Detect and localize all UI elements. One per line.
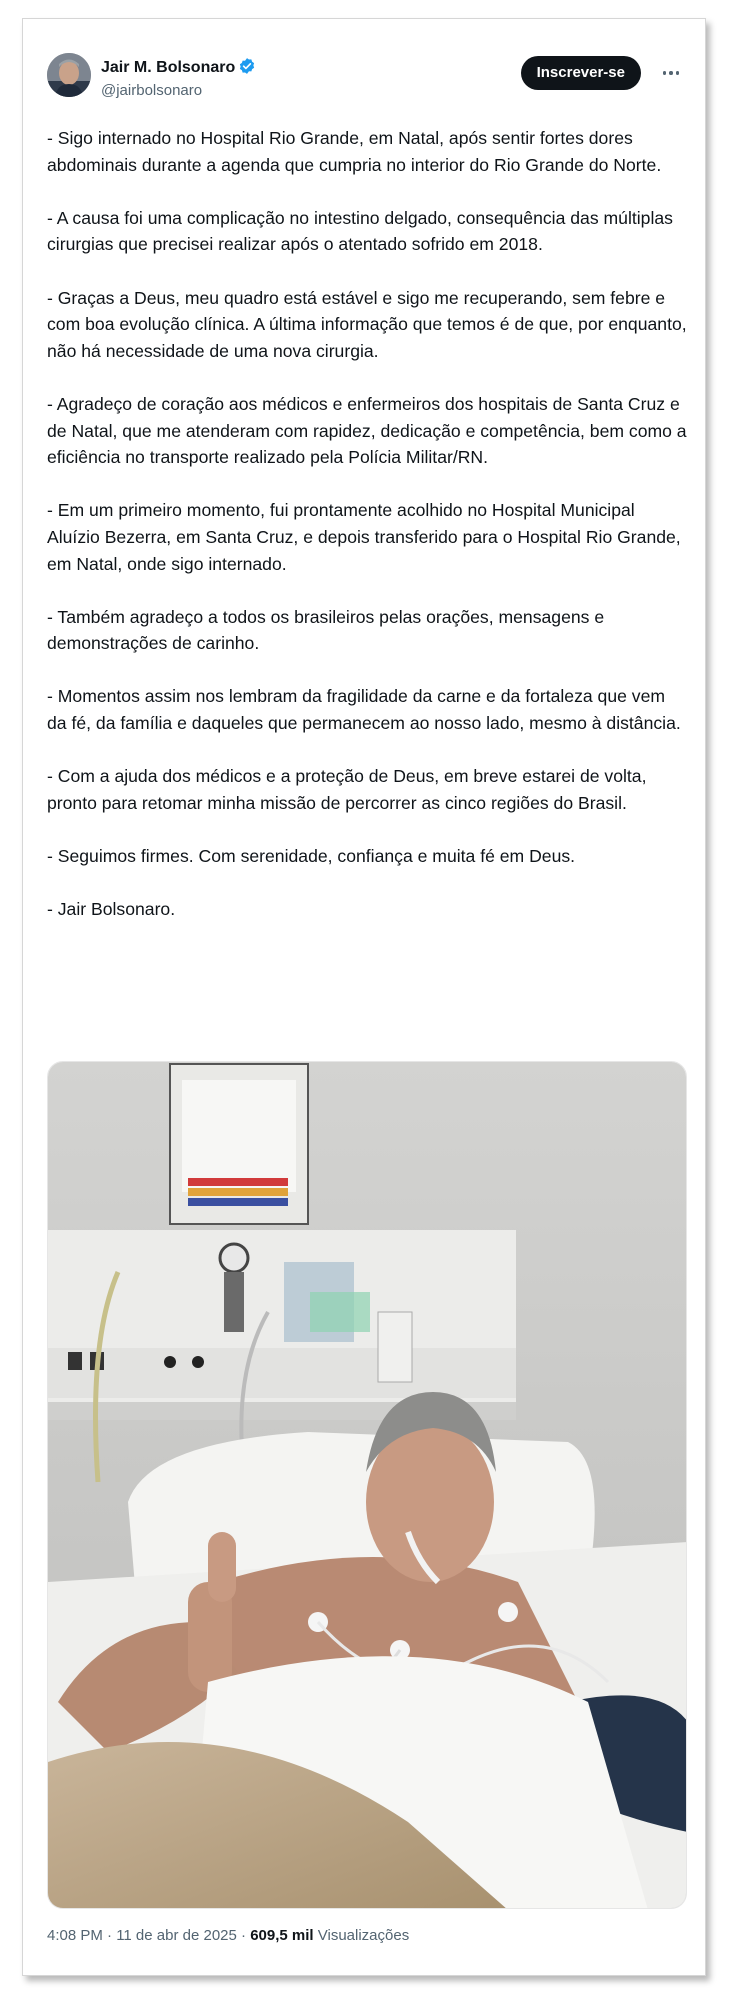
verified-badge-icon <box>238 57 256 80</box>
avatar-image <box>47 53 91 97</box>
hospital-photo-image <box>48 1062 687 1909</box>
post-photo[interactable] <box>47 1061 687 1909</box>
subscribe-button[interactable]: Inscrever-se <box>521 56 641 90</box>
views-label: Visualizações <box>317 1927 410 1944</box>
more-options-icon[interactable] <box>659 61 683 85</box>
avatar[interactable] <box>47 53 91 97</box>
post-timestamp[interactable]: 4:08 PM · 11 de abr de 2025 <box>47 1927 237 1944</box>
post-header <box>47 53 685 109</box>
views-count[interactable]: 609,5 mil <box>250 1927 314 1944</box>
author-display-name[interactable]: Jair M. Bolsonaro <box>101 59 236 76</box>
post-text: - Sigo internado no Hospital Rio Grande, em Natal, após sentir fortes dores abdominais durante a agenda que cumpria no interior do Rio Grande do Norte. - A causa foi uma complicação no intestino delgado, consequência das múltiplas cirurgias que precisei realizar após o atentado sofrido em 2018. - Graças a Deus, meu quadro está estável e sigo me recuperando, sem febre e com boa evolução clínica. A última informação que temos é de que, por enquanto, não há necessidade de uma nova cirurgia. - Agradeço de coração aos médicos e enfermeiros dos hospitais de Santa Cruz e de Natal, que me atenderam com rapidez, dedicação e competência, bem como a eficiência no transporte realizado pela Polícia Militar/RN. - Em um primeiro momento, fui prontamente acolhido no Hospital Municipal Aluízio Bezerra, em Santa Cruz, e depois transferido para o Hospital Rio Grande, em Natal, onde sigo internado. - Também agradeço a todos os brasileiros pelas orações, mensagens e demonstrações de carinho. - Momentos assim nos lembram da fragilidade da carne e da fortaleza que vem da fé, da família e daqueles que permanecem ao nosso lado, mesmo à distância. - Com a ajuda dos médicos e a proteção de Deus, em breve estarei de volta, pronto para retomar minha missão de percorrer as cinco regiões do Brasil. - Seguimos firmes. Com serenidade, confiança e muita fé em Deus. - Jair Bolsonaro. <box>47 128 687 920</box>
author-handle[interactable]: @jairbolsonaro <box>101 82 203 99</box>
post-metadata <box>47 1927 409 1944</box>
post-card <box>22 18 706 1976</box>
meta-separator: · <box>241 1927 247 1944</box>
